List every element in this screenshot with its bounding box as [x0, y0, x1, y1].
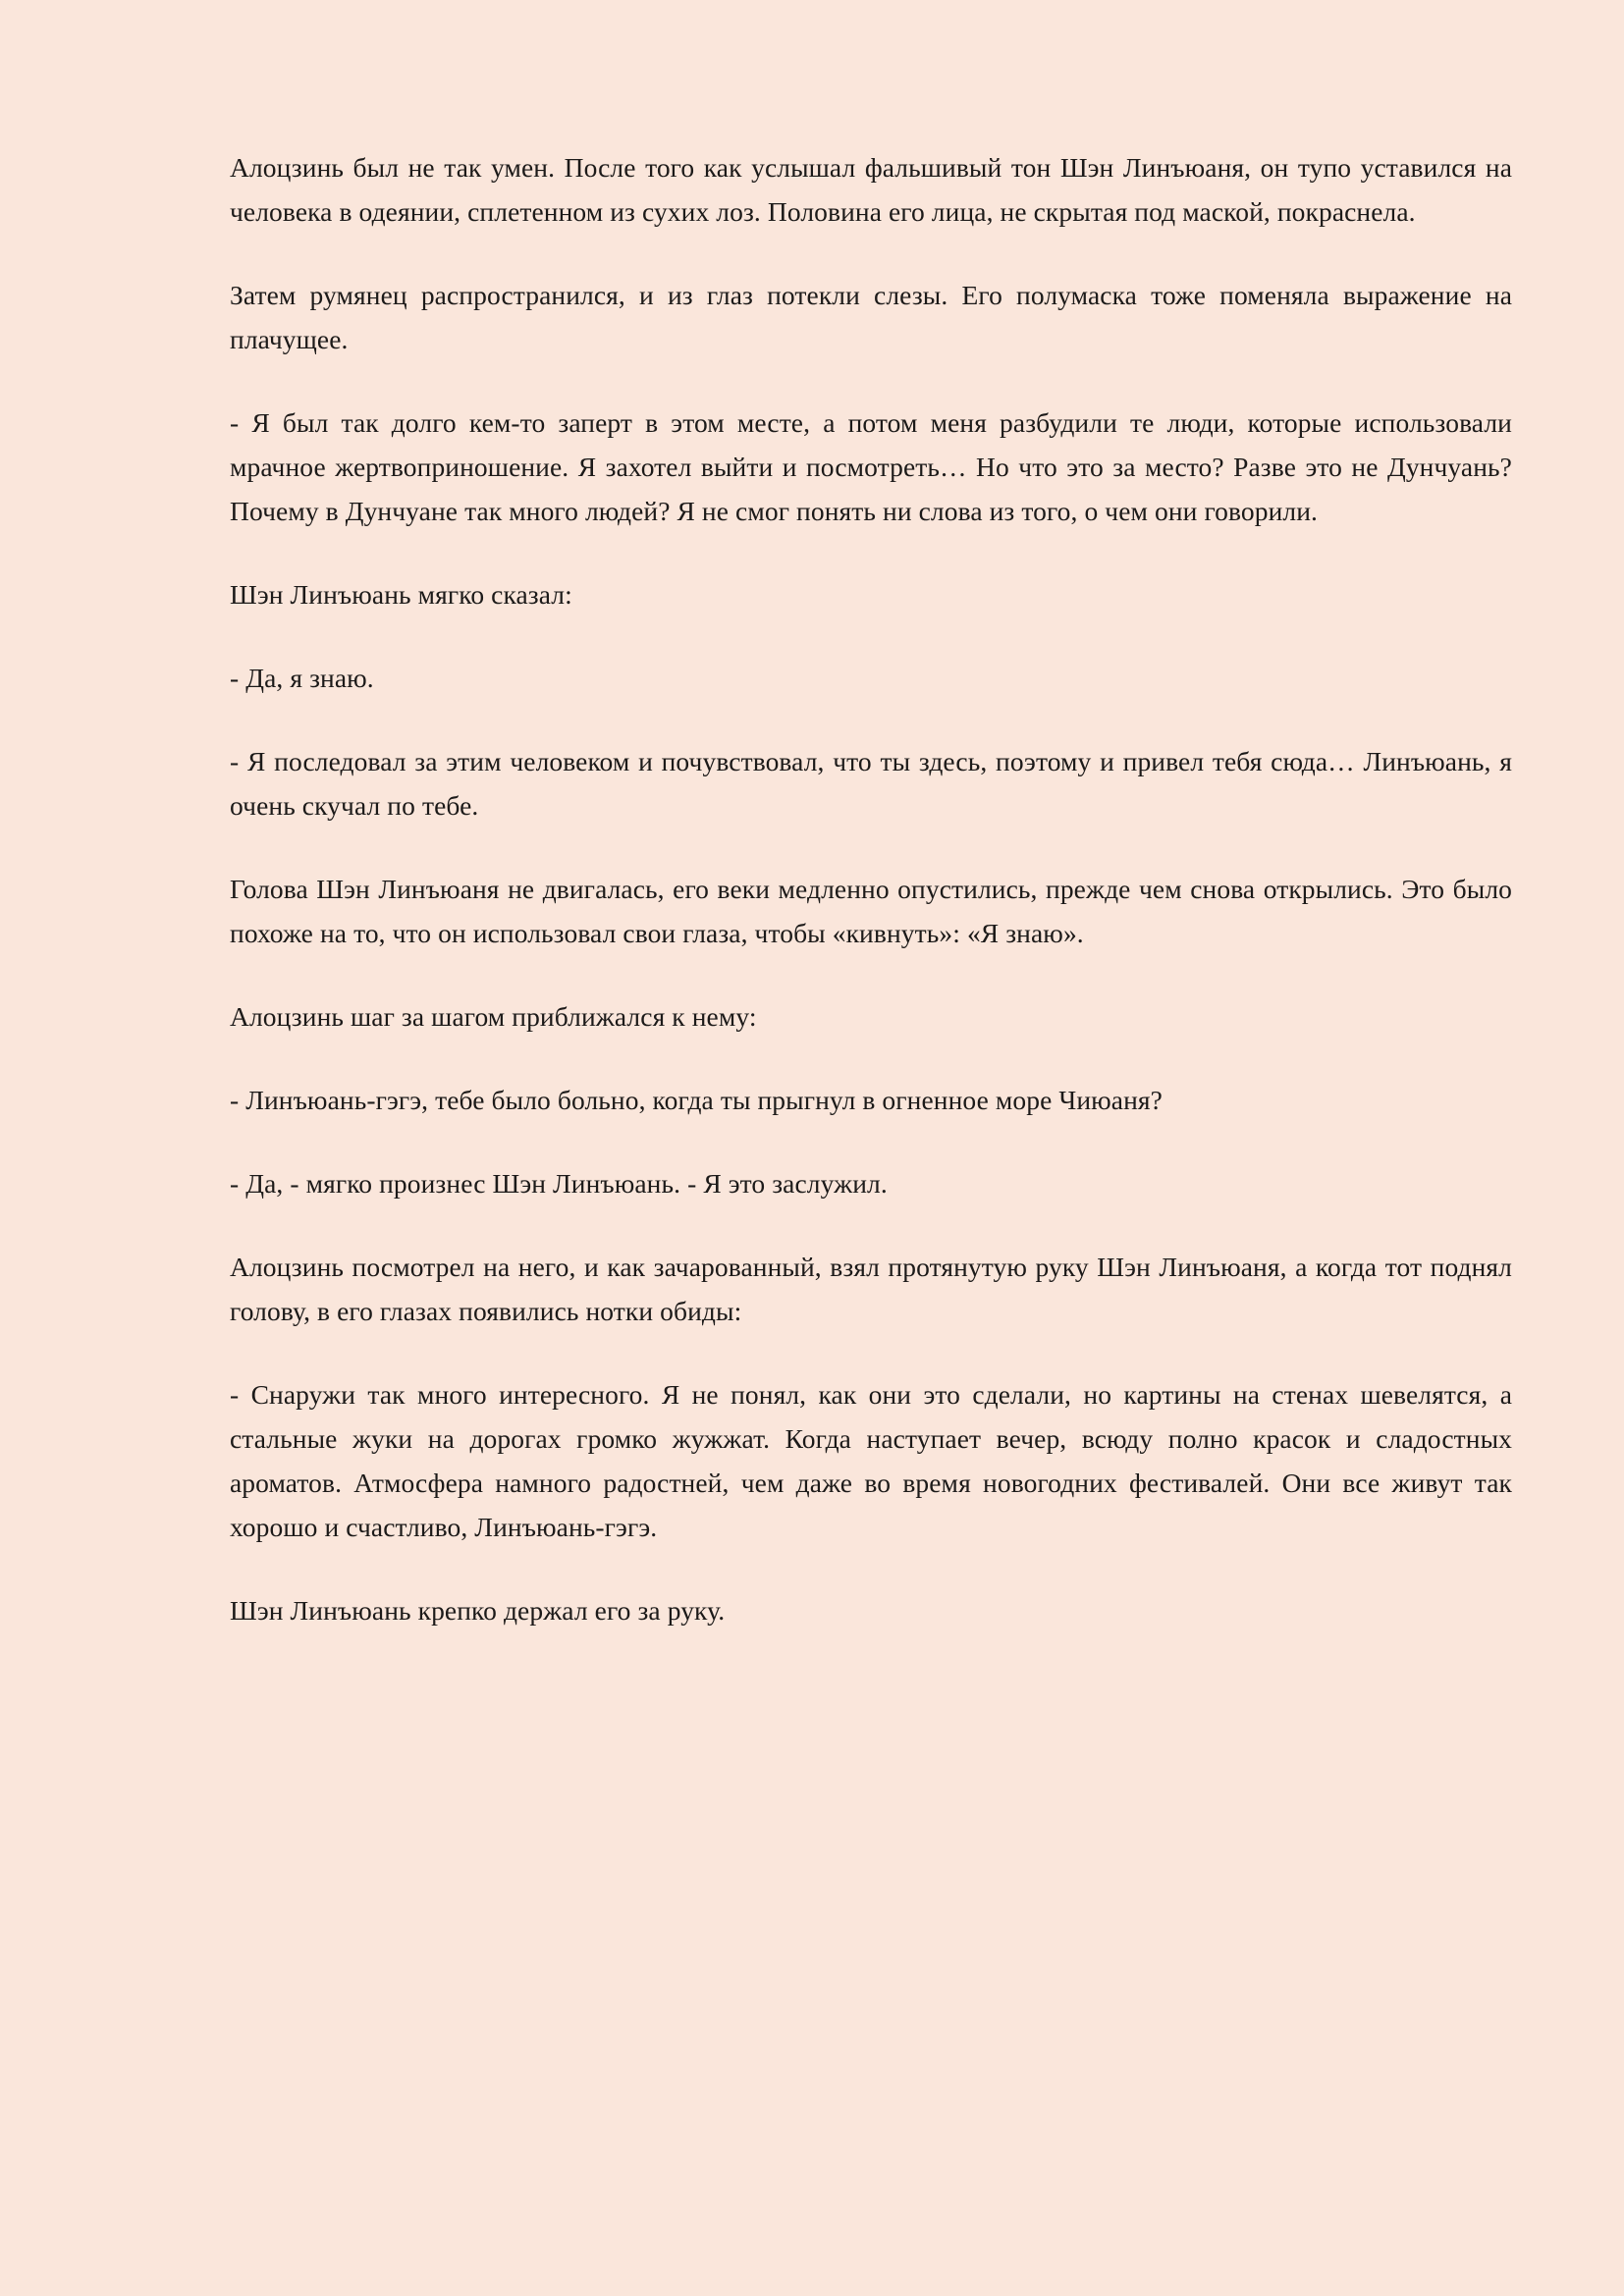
paragraph: Алоцзинь шаг за шагом приближался к нему:	[230, 1001, 757, 1032]
body-text-column	[230, 145, 1512, 1632]
paragraph: - Да, - мягко произнес Шэн Линъюань. - Я это заслужил.	[230, 1168, 888, 1199]
paragraph: Шэн Линъюань мягко сказал:	[230, 579, 572, 610]
paragraph: - Да, я знаю.	[230, 663, 374, 693]
paragraph: Алоцзинь был не так умен. После того как услышал фальшивый тон Шэн Линъюаня, он тупо уставился на человека в одеянии, сплетенном из сухих лоз. Половина его лица, не скрытая под маской, покраснела.	[230, 152, 1512, 227]
paragraph: Затем румянец распространился, и из глаз потекли слезы. Его полумаска тоже поменяла выражение на плачущее.	[230, 280, 1512, 354]
paragraph: - Снаружи так много интересного. Я не понял, как они это сделали, но картины на стенах шевелятся, а стальные жуки на дорогах громко жужжат. Когда наступает вечер, всюду полно красок и сладостных ароматов. Атмосфера намного радостней, чем даже во время новогодних фестивалей. Они все живут так хорошо и счастливо, Линъюань-гэгэ.	[230, 1379, 1512, 1542]
paragraph: - Я последовал за этим человеком и почувствовал, что ты здесь, поэтому и привел тебя сюда… Линъюань, я очень скучал по тебе.	[230, 746, 1512, 821]
paragraph: - Я был так долго кем-то заперт в этом месте, а потом меня разбудили те люди, которые использовали мрачное жертвоприношение. Я захотел выйти и посмотреть… Но что это за место? Разве это не Дунчуань? Почему в Дунчуане так много людей? Я не смог понять ни слова из того, о чем они говорили.	[230, 407, 1512, 526]
paragraph: Алоцзинь посмотрел на него, и как зачарованный, взял протянутую руку Шэн Линъюаня, а когда тот поднял голову, в его глазах появились нотки обиды:	[230, 1252, 1512, 1326]
paragraph: Голова Шэн Линъюаня не двигалась, его веки медленно опустились, прежде чем снова открылись. Это было похоже на то, что он использовал свои глаза, чтобы «кивнуть»: «Я знаю».	[230, 874, 1512, 948]
paragraph: Шэн Линъюань крепко держал его за руку.	[230, 1595, 726, 1626]
paragraph: - Линъюань-гэгэ, тебе было больно, когда ты прыгнул в огненное море Чиюаня?	[230, 1085, 1163, 1115]
